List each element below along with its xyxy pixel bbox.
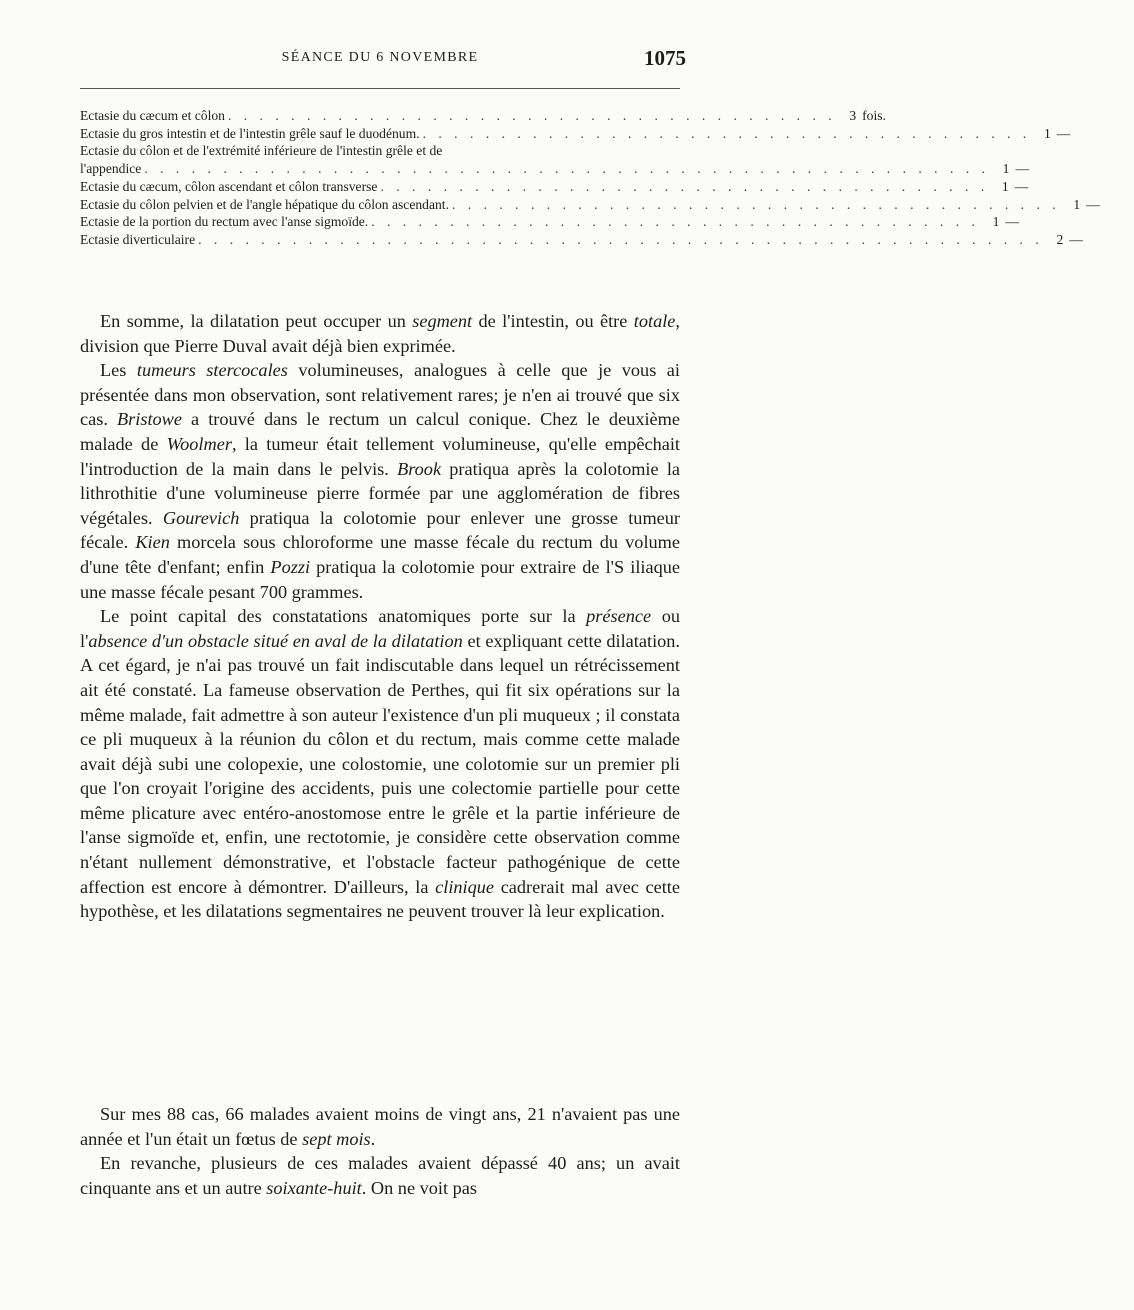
- text-run: morcela sous chloroforme une masse fécale du rectum du volume d'une tête d'enfant; enfin: [80, 532, 680, 577]
- row-unit: —: [1086, 196, 1100, 212]
- author-name: Gourevich: [162, 507, 240, 528]
- author-name: Bristowe: [116, 409, 182, 430]
- paragraph-1: [80, 309, 680, 358]
- text-run: pratiqua la colotomie pour enlever une grosse tumeur fécale.: [80, 507, 681, 553]
- row-count: 1: [1073, 196, 1081, 212]
- header-rule: [80, 88, 680, 89]
- table-row: [80, 178, 1029, 196]
- text-run: Sur mes 88 cas, 66 malades avaient moins de vingt ans, 21 n'avaient pas une année et l'un était un fœtus de: [80, 1104, 680, 1149]
- row-count: 1: [1002, 161, 1010, 177]
- row-label: Ectasie du cæcum et côlon: [80, 108, 225, 123]
- row-label: Ectasie du côlon et de l'extrémité inférieure de l'intestin grêle et de: [80, 143, 443, 159]
- table-row: [80, 196, 1100, 214]
- emphasis: clinique: [435, 876, 495, 897]
- main-text-continued: [80, 1102, 680, 1200]
- author-name: Brook: [397, 458, 442, 479]
- row-count: 1: [1001, 178, 1009, 194]
- row-count: 3: [849, 108, 857, 123]
- table-row: [80, 213, 1019, 231]
- main-text: [80, 309, 680, 924]
- paragraph-2: [80, 358, 680, 604]
- row-unit: —: [1005, 214, 1019, 230]
- text-run: En revanche, plusieurs de ces malades avaient dépassé 40 ans; un avait cinquante ans et un autre: [80, 1153, 680, 1198]
- page-header: [78, 46, 686, 74]
- case-table: [80, 107, 1100, 249]
- leader-dots: . . . . . . . . . . . . . . . . . . . . . . . . . . . . . . . . . . . . . . .: [451, 196, 1061, 212]
- row-count: 1: [992, 214, 1000, 230]
- author-name: Woolmer: [166, 433, 232, 454]
- text-run: cadrerait mal avec cette hypothèse, et les dilatations segmentaires ne peuvent trouver là leur explication.: [80, 876, 680, 922]
- leader-dots: . . . . . . . . . . . . . . . . . . . . . . . . . . . . . . . . . . . . . . .: [422, 125, 1031, 141]
- text-run: et expliquant cette dilatation. A cet égard, je n'ai pas trouvé un fait indiscutable dans lequel un rétrécissement ait été constaté. La fameuse observation de Perthes, qui fit six opérations sur la même malade, fait admettre à son auteur l'existence d'un pli muqueux ; il constata ce pli muqueux à la réunion du côlon et du rectum, mais comme cette malade avait déjà subi une colopexie, une colostomie, une colotomie sur un premier pli que l'on croyait l'origine des accidents, puis une colectomie partielle pour cette même plicature avec entéro-anostomose entre le grêle et la partie inférieure de l'anse sigmoïde et, enfin, une rectotomie, je considère cette observation comme n'étant nullement démonstrative, et l'obstacle facteur pathogénique de cette affection est encore à démontrer. D'ailleurs, la: [80, 630, 680, 897]
- leader-dots: . . . . . . . . . . . . . . . . . . . . . . . . . . . . . . . . . . . . . . . . . . . . . . . . . . . . . .: [198, 231, 1044, 247]
- text-run: ou l': [80, 606, 680, 651]
- author-name: Kien: [135, 532, 170, 553]
- row-label: Ectasie du cæcum, côlon ascendant et côlon transverse: [80, 178, 378, 194]
- row-label: Ectasie du côlon pelvien et de l'angle hépatique du côlon ascendant.: [80, 196, 449, 212]
- leader-dots: . . . . . . . . . . . . . . . . . . . . . . . . . . . . . . . . . . . . . . .: [227, 108, 837, 123]
- emphasis: segment: [412, 311, 473, 331]
- paragraph-5: [80, 1151, 680, 1200]
- table-row: [80, 107, 886, 125]
- row-label: Ectasie de la portion du rectum avec l'anse sigmoïde.: [80, 214, 369, 230]
- leader-dots: . . . . . . . . . . . . . . . . . . . . . . . . . . . . . . . . . . . . . . .: [380, 178, 989, 194]
- text-run: Le point capital des constatations anatomiques porte sur la: [100, 606, 587, 627]
- text-run: pratiqua après la colotomie la lithrothitie d'une volumineuse pierre formée par une agglomération de fibres végétales.: [80, 458, 681, 528]
- table-row: [80, 231, 1083, 249]
- emphasis: soixante-huit: [266, 1177, 362, 1198]
- emphasis: totale: [633, 311, 676, 331]
- page-number: 1075: [644, 46, 686, 70]
- text-run: . On ne voit pas: [361, 1177, 478, 1198]
- leader-dots: . . . . . . . . . . . . . . . . . . . . . . . . . . . . . . . . . . . . . . . . . . . . . . . . . . . . . .: [144, 161, 990, 177]
- table-row: [80, 125, 1071, 143]
- row-unit: —: [1015, 161, 1030, 177]
- leader-dots: . . . . . . . . . . . . . . . . . . . . . . . . . . . . . . . . . . . . . . .: [371, 214, 980, 230]
- paragraph-4: [80, 1102, 680, 1151]
- row-label: Ectasie du gros intestin et de l'intestin grêle sauf le duodénum.: [80, 125, 420, 141]
- text-run: En somme, la dilatation peut occuper un: [100, 311, 413, 331]
- text-run: .: [370, 1128, 376, 1149]
- emphasis: absence d'un obstacle situé en aval de la dilatation: [88, 630, 463, 651]
- author-name: Pozzi: [270, 556, 311, 577]
- row-count: 1: [1043, 125, 1051, 141]
- row-unit: —: [1056, 125, 1071, 141]
- row-unit: —: [1069, 231, 1083, 247]
- row-unit: fois.: [862, 108, 886, 123]
- row-unit: —: [1014, 178, 1029, 194]
- text-run: a trouvé dans le rectum un calcul conique. Chez le deuxième malade de: [80, 409, 680, 454]
- text-run: volumineuses, analogues à celle que je vous ai présentée dans mon observation, sont relativement rares; je n'en ai trouvé que six cas.: [80, 360, 681, 430]
- table-row: [80, 142, 1030, 177]
- text-run: , division que Pierre Duval avait déjà bien exprimée.: [80, 311, 680, 356]
- text-run: , la tumeur était tellement volumineuse, qu'elle empêchait l'introduction de la main dans le pelvis.: [80, 433, 680, 479]
- paragraph-3: [80, 604, 680, 924]
- text-run: pratiqua la colotomie pour extraire de l'S iliaque une masse fécale pesant 700 grammes.: [80, 556, 680, 602]
- emphasis: présence: [586, 606, 652, 627]
- emphasis: sept mois: [302, 1128, 371, 1149]
- row-count: 2: [1056, 231, 1064, 247]
- running-head: SÉANCE DU 6 NOVEMBRE: [281, 50, 479, 65]
- row-label: Ectasie diverticulaire: [80, 231, 196, 247]
- text-run: de l'intestin, ou être: [472, 311, 634, 331]
- emphasis: tumeurs stercocales: [136, 360, 288, 381]
- text-run: Les: [100, 360, 137, 381]
- row-label-continued: l'appendice: [80, 161, 142, 177]
